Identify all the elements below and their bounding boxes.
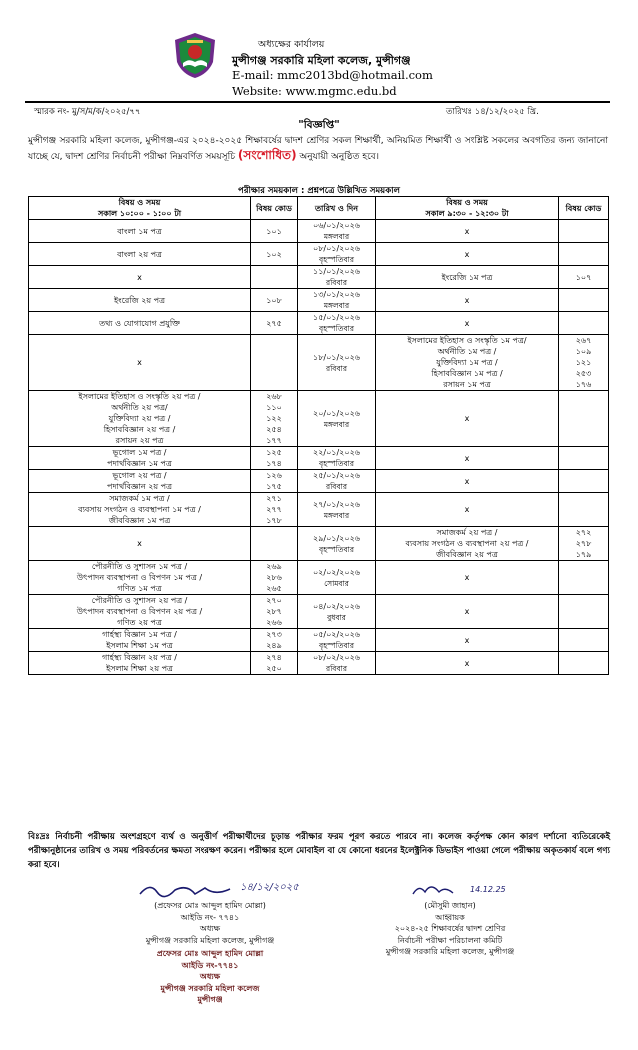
table-row <box>29 391 609 447</box>
date-day-cell <box>298 527 376 561</box>
code-morning: ২৬৯ ২৮৬ ২৬৫ <box>251 561 298 595</box>
subject-early: x <box>376 391 559 447</box>
notice-footnote: বিঃদ্রঃ নির্বাচনী পরীক্ষায় অংশগ্রহণে ব্যর্থ ও অনুত্তীর্ণ পরীক্ষার্থীদের চূড়ান্ত পরীক্ষার ফরম পূরণ করতে পারবে না। কলেজ কর্তৃপক্ষ কোন কারণ দর্শানো ব্যতিরেকেই পরীক্ষানুষ্ঠানের তারিখ ও সময় পরিবর্তনের ক্ষমতা সংরক্ষণ করেন। পরীক্ষার হলে মোবাইল বা যে কোনো ধরনের ইলেক্ট্রনিক ডিভাইস পাওয়া গেলে পরীক্ষায় অকৃতকার্য বলে গণ্য করা হবে। <box>28 832 610 870</box>
code-morning: ১২৫ ১৭৪ <box>251 447 298 470</box>
exam-date: ১৩/০১/২০২৬ <box>313 290 360 299</box>
code-early <box>559 289 609 312</box>
stamp-id: আইডি নং-৭৭৪১ <box>181 960 239 970</box>
date-day-cell <box>298 391 376 447</box>
code-early <box>559 629 609 652</box>
code-early: ২৭২ ২৭৮ ১৭৯ <box>559 527 609 561</box>
exam-day: বৃহস্পতিবার <box>319 641 354 650</box>
code-morning: ১০৮ <box>251 289 298 312</box>
code-morning: ২৭৫ <box>251 312 298 335</box>
convener-handwritten-date: 14.12.25 <box>470 885 506 894</box>
subject-early: x <box>376 447 559 470</box>
principal-name: (প্রফেসর মোঃ আব্দুল হামিদ মোল্লা) <box>154 901 266 910</box>
exam-date: ০৬/০১/২০২৬ <box>313 221 360 230</box>
exam-day: বৃহস্পতিবার <box>319 544 354 554</box>
date-day-cell <box>298 220 376 243</box>
convener-line-3: মুন্সীগঞ্জ সরকারি মহিলা কলেজ, মুন্সীগঞ্জ <box>385 947 515 956</box>
subject-morning: x <box>29 266 251 289</box>
stamp-city: মুন্সীগঞ্জ <box>197 995 223 1004</box>
code-early <box>559 312 609 335</box>
exam-date: ২২/০১/২০২৬ <box>313 448 360 457</box>
table-row <box>29 289 609 312</box>
principal-handwritten-date: ১৪/১২/২০২৫ <box>240 882 299 893</box>
principal-institution: মুন্সীগঞ্জ সরকারি মহিলা কলেজ, মুন্সীগঞ্জ <box>145 935 275 945</box>
subject-early: x <box>376 561 559 595</box>
subject-early: x <box>376 289 559 312</box>
subject-morning: x <box>29 335 251 391</box>
code-morning <box>251 266 298 289</box>
date-day-cell <box>298 243 376 266</box>
principal-id: আইডি নং- ৭৭৪১ <box>180 912 240 922</box>
subject-early: x <box>376 243 559 266</box>
letterhead <box>0 0 638 100</box>
code-early <box>559 652 609 675</box>
exam-day: মঙ্গলবার <box>323 301 350 310</box>
table-row <box>29 266 609 289</box>
principal-stamp <box>100 948 320 1006</box>
table-row <box>29 629 609 652</box>
header-divider <box>25 101 610 103</box>
code-early <box>559 220 609 243</box>
code-early <box>559 595 609 629</box>
subject-morning: ইসলামের ইতিহাস ও সংস্কৃতি ২য় পত্র / অর্থনীতি ২য় পত্র/ যুক্তিবিদ্যা ২য় পত্র / হিসাববিজ্ঞান ২য় পত্র / রসায়ন ২য় পত্র <box>29 391 251 447</box>
date-day-cell <box>298 561 376 595</box>
date-day-cell <box>298 629 376 652</box>
header-code-1: বিষয় কোড <box>251 197 298 220</box>
code-morning: ২৬৮ ১১০ ১২২ ২৫৪ ১৭৭ <box>251 391 298 447</box>
exam-day: রবিবার <box>326 278 347 287</box>
exam-date: ২৭/০১/২০২৬ <box>313 499 360 509</box>
code-early <box>559 447 609 470</box>
table-row <box>29 561 609 595</box>
table-row <box>29 243 609 266</box>
exam-date: ০২/০২/২০২৬ <box>312 567 360 577</box>
code-early: ২৬৭ ১০৯ ১২১ ২৫৩ ১৭৬ <box>559 335 609 391</box>
subject-early: x <box>376 470 559 493</box>
college-website: Website: www.mgmc.edu.bd <box>232 84 397 98</box>
revised-highlight: (সংশোধিত) <box>237 148 297 162</box>
exam-date: ১৮/০১/২০২৬ <box>313 352 360 362</box>
convener-role: আহ্বায়ক <box>435 912 465 922</box>
table-row <box>29 493 609 527</box>
memo-number: স্মারক নং- মু/স/ম/ক/২০২৫/৭৭ <box>34 107 141 117</box>
code-morning: ২৭১ ২৭৭ ১৭৮ <box>251 493 298 527</box>
code-morning: ১২৬ ১৭৫ <box>251 470 298 493</box>
code-early <box>559 470 609 493</box>
subject-morning: তথ্য ও যোগাযোগ প্রযুক্তি <box>29 312 251 335</box>
stamp-role: অধ্যক্ষ <box>199 972 221 981</box>
stamp-college: মুন্সীগঞ্জ সরকারি মহিলা কলেজ <box>160 983 260 993</box>
code-morning: ১০২ <box>251 243 298 266</box>
convener-line-1: ২০২৪-২৫ শিক্ষাবর্ষের দ্বাদশ শ্রেণির <box>394 924 506 933</box>
exam-date: ০৫/০২/২০২৬ <box>313 630 360 639</box>
exam-day: মঙ্গলবার <box>323 232 350 241</box>
code-morning: ২৭৩ ২৪৯ <box>251 629 298 652</box>
date-day-cell <box>298 447 376 470</box>
code-early <box>559 493 609 527</box>
subject-morning: সমাজকর্ম ১ম পত্র / ব্যবসায় সংগঠন ও ব্যবস্থাপনা ১ম পত্র / জীববিজ্ঞান ১ম পত্র <box>29 493 251 527</box>
body-text-start: মুন্সীগঞ্জ সরকারি মহিলা কলেজ, মুন্সীগঞ্জ-এর ২০২৪-২০২৫ শিক্ষাবর্ষের দ্বাদশ শ্রেণির সকল শিক্ষার্থী, অনিয়মিত শিক্ষার্থী ও সংশ্লিষ্ট সকলের অবগতির জন্য জানানো যাচ্ছে যে, দ্বাদশ শ্রেণির নির্বাচনী পরীক্ষা নিম্নবর্ণিত সময়সূচি <box>28 136 608 162</box>
exam-schedule-table <box>28 196 609 675</box>
table-row <box>29 447 609 470</box>
code-morning <box>251 335 298 391</box>
table-header-row <box>29 197 609 220</box>
exam-date: ০৮/০১/২০২৬ <box>313 244 360 253</box>
exam-date: ১৫/০১/২০২৬ <box>313 313 360 322</box>
table-row <box>29 312 609 335</box>
code-morning <box>251 527 298 561</box>
college-logo-icon <box>170 30 220 80</box>
exam-date: ১১/০১/২০২৬ <box>313 267 360 276</box>
convener-name: (মৌসুমী জাহান) <box>424 901 476 910</box>
subject-early: ইংরেজি ১ম পত্র <box>376 266 559 289</box>
exam-date: ০৪/০২/২০২৬ <box>313 601 360 611</box>
table-row <box>29 595 609 629</box>
table-row <box>29 220 609 243</box>
subject-morning: ভূগোল ১ম পত্র / পদার্থবিজ্ঞান ১ম পত্র <box>29 447 251 470</box>
exam-day: রবিবার <box>326 664 347 673</box>
subject-early: x <box>376 220 559 243</box>
office-label: অধ্যক্ষের কার্যালয় <box>258 39 325 50</box>
subject-early: সমাজকর্ম ২য় পত্র / ব্যবসায় সংগঠন ও ব্যবস্থাপনা ২য় পত্র / জীববিজ্ঞান ২য় পত্র <box>376 527 559 561</box>
subject-early: x <box>376 629 559 652</box>
table-row <box>29 652 609 675</box>
exam-day: সোমবার <box>324 578 349 588</box>
subject-morning: বাংলা ২য় পত্র <box>29 243 251 266</box>
notice-body <box>28 134 608 164</box>
date-day-cell <box>298 266 376 289</box>
header-date-day: তারিখ ও দিন <box>298 197 376 220</box>
exam-day: বৃহস্পতিবার <box>319 255 354 264</box>
subject-early: x <box>376 652 559 675</box>
date-day-cell <box>298 595 376 629</box>
date-day-cell <box>298 493 376 527</box>
subject-early: x <box>376 595 559 629</box>
code-morning: ২৭৪ ২৫০ <box>251 652 298 675</box>
code-early <box>559 561 609 595</box>
table-row <box>29 335 609 391</box>
date-day-cell <box>298 652 376 675</box>
stamp-name: প্রফেসর মোঃ আব্দুল হামিদ মোল্লা <box>156 949 264 958</box>
date-day-cell <box>298 312 376 335</box>
exam-day: মঙ্গলবার <box>323 419 350 429</box>
exam-day: মঙ্গলবার <box>323 510 350 520</box>
exam-day: বৃহস্পতিবার <box>319 459 354 468</box>
college-name: মুন্সীগঞ্জ সরকারি মহিলা কলেজ, মুন্সীগঞ্জ <box>232 54 411 67</box>
exam-day: বৃহস্পতিবার <box>319 324 354 333</box>
table-row <box>29 527 609 561</box>
code-morning: ১০১ <box>251 220 298 243</box>
date-day-cell <box>298 289 376 312</box>
subject-early: ইসলামের ইতিহাস ও সংস্কৃতি ১ম পত্র/ অর্থনীতি ১ম পত্র / যুক্তিবিদ্যা ১ম পত্র / হিসাববিজ্ঞান ১ম পত্র / রসায়ন ১ম পত্র <box>376 335 559 391</box>
subject-morning: ভূগোল ২য় পত্র / পদার্থবিজ্ঞান ২য় পত্র <box>29 470 251 493</box>
table-row <box>29 470 609 493</box>
code-early <box>559 391 609 447</box>
date-day-cell <box>298 335 376 391</box>
date-day-cell <box>298 470 376 493</box>
header-subject-early: বিষয় ও সময় সকাল ৯:৩০ - ১২:৩০ টা <box>376 197 559 220</box>
subject-morning: গার্হস্থ্য বিজ্ঞান ১ম পত্র / ইসলাম শিক্ষা ১ম পত্র <box>29 629 251 652</box>
exam-day: রবিবার <box>326 482 347 491</box>
notice-date: তারিখঃ ১৪/১২/২০২৫ খ্রি. <box>446 107 539 117</box>
subject-morning: পৌরনীতি ও সুশাসন ২য় পত্র / উৎপাদন ব্যবস্থাপনা ও বিপণন ২য় পত্র / গণিত ২য় পত্র <box>29 595 251 629</box>
code-early <box>559 243 609 266</box>
notice-title: "বিজ্ঞপ্তি" <box>298 119 340 131</box>
exam-duration-subheading: পরীক্ষার সময়কাল : প্রশ্নপত্রে উল্লিখিত সময়কাল <box>238 186 400 196</box>
body-text-end: অনুযায়ী অনুষ্ঠিত হবে। <box>296 152 379 162</box>
subject-morning: গার্হস্থ্য বিজ্ঞান ২য় পত্র / ইসলাম শিক্ষা ২য় পত্র <box>29 652 251 675</box>
convener-line-2: নির্বাচনী পরীক্ষা পরিচালনা কমিটি <box>397 935 503 945</box>
principal-role: অধ্যক্ষ <box>199 924 221 933</box>
subject-morning: বাংলা ১ম পত্র <box>29 220 251 243</box>
header-subject-morning: বিষয় ও সময় সকাল ১০:০০ - ১:০০ টা <box>29 197 251 220</box>
code-morning: ২৭০ ২৮৭ ২৬৬ <box>251 595 298 629</box>
exam-day: রবিবার <box>326 363 347 373</box>
exam-day: বুধবার <box>327 612 346 622</box>
exam-date: ২৯/০১/২০২৬ <box>313 533 360 543</box>
subject-morning: ইংরেজি ২য় পত্র <box>29 289 251 312</box>
principal-signature-block <box>100 880 320 1006</box>
exam-date: ২০/০১/২০২৬ <box>313 408 360 418</box>
exam-date: ২৫/০১/২০২৬ <box>313 471 360 480</box>
subject-morning: x <box>29 527 251 561</box>
exam-date: ০৮/০২/২০২৬ <box>313 653 360 662</box>
subject-early: x <box>376 493 559 527</box>
code-early: ১০৭ <box>559 266 609 289</box>
convener-signature-block <box>340 880 560 958</box>
subject-early: x <box>376 312 559 335</box>
header-code-2: বিষয় কোড <box>559 197 609 220</box>
subject-morning: পৌরনীতি ও সুশাসন ১ম পত্র / উৎপাদন ব্যবস্থাপনা ও বিপণন ১ম পত্র / গণিত ১ম পত্র <box>29 561 251 595</box>
college-email: E-mail: mmc2013bd@hotmail.com <box>232 68 433 82</box>
